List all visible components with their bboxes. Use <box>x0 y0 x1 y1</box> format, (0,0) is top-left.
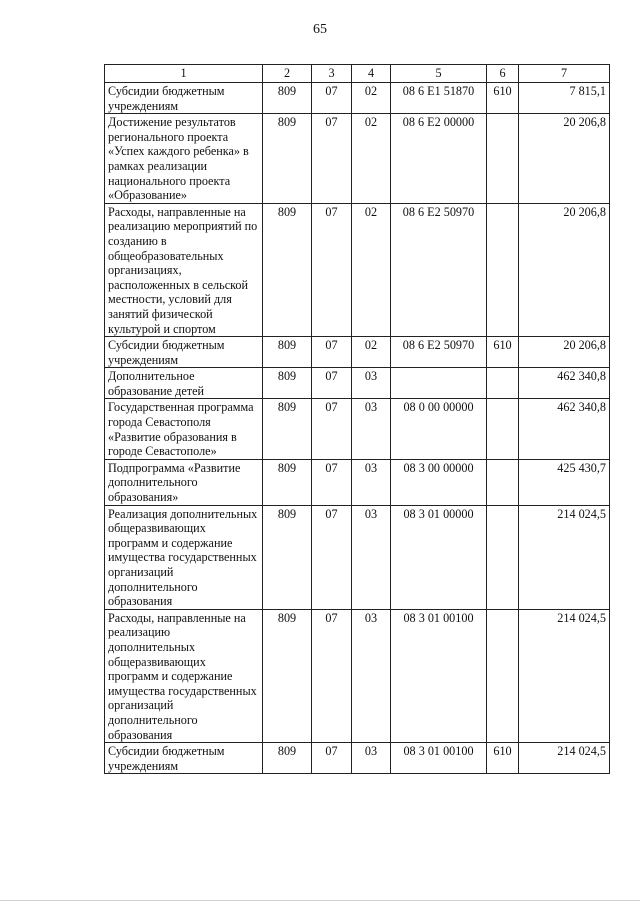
row-rz: 07 <box>312 743 352 774</box>
row-vr <box>487 368 519 399</box>
row-pr: 03 <box>352 399 391 459</box>
row-vr <box>487 459 519 505</box>
row-sum: 20 206,8 <box>519 203 610 336</box>
row-rz: 07 <box>312 368 352 399</box>
table-row <box>105 609 610 742</box>
row-pr: 03 <box>352 505 391 609</box>
page-number: 65 <box>313 22 327 37</box>
table-row <box>105 743 610 774</box>
row-rz: 07 <box>312 83 352 114</box>
table-row <box>105 368 610 399</box>
row-pr: 03 <box>352 368 391 399</box>
row-ved: 809 <box>263 203 312 336</box>
row-sum: 7 815,1 <box>519 83 610 114</box>
row-csr: 08 3 01 00100 <box>391 609 487 742</box>
column-header-vr: 6 <box>487 65 519 83</box>
column-header-sum: 7 <box>519 65 610 83</box>
row-rz: 07 <box>312 505 352 609</box>
row-pr: 03 <box>352 743 391 774</box>
row-ved: 809 <box>263 114 312 204</box>
row-name: Субсидии бюджетным учреждениям <box>105 743 263 774</box>
row-ved: 809 <box>263 609 312 742</box>
row-ved: 809 <box>263 337 312 368</box>
table-row <box>105 337 610 368</box>
row-csr: 08 3 01 00100 <box>391 743 487 774</box>
row-csr: 08 6 E2 50970 <box>391 337 487 368</box>
row-vr <box>487 399 519 459</box>
row-ved: 809 <box>263 505 312 609</box>
row-pr: 03 <box>352 459 391 505</box>
table-row <box>105 399 610 459</box>
row-name: Государственная программа города Севастополя «Развитие образования в городе Севастополе» <box>105 399 263 459</box>
table-row <box>105 114 610 204</box>
row-csr: 08 6 E2 50970 <box>391 203 487 336</box>
column-header-csr: 5 <box>391 65 487 83</box>
column-header-ved: 2 <box>263 65 312 83</box>
row-vr: 610 <box>487 337 519 368</box>
row-name: Расходы, направленные на реализацию мероприятий по созданию в общеобразовательных организациях, расположенных в сельской местности, условий для занятий физической культурой и спортом <box>105 203 263 336</box>
row-vr <box>487 114 519 204</box>
row-name: Дополнительное образование детей <box>105 368 263 399</box>
row-name: Субсидии бюджетным учреждениям <box>105 337 263 368</box>
row-ved: 809 <box>263 368 312 399</box>
row-csr: 08 3 01 00000 <box>391 505 487 609</box>
row-sum: 462 340,8 <box>519 399 610 459</box>
row-ved: 809 <box>263 459 312 505</box>
row-ved: 809 <box>263 83 312 114</box>
row-rz: 07 <box>312 203 352 336</box>
row-pr: 02 <box>352 114 391 204</box>
column-header-rz: 3 <box>312 65 352 83</box>
row-rz: 07 <box>312 459 352 505</box>
table-header-row <box>105 65 610 83</box>
column-header-pr: 4 <box>352 65 391 83</box>
row-vr: 610 <box>487 83 519 114</box>
table-row <box>105 203 610 336</box>
row-sum: 462 340,8 <box>519 368 610 399</box>
row-sum: 214 024,5 <box>519 743 610 774</box>
row-sum: 20 206,8 <box>519 114 610 204</box>
row-sum: 214 024,5 <box>519 505 610 609</box>
row-name: Достижение результатов регионального проекта «Успех каждого ребенка» в рамках реализации национального проекта «Образование» <box>105 114 263 204</box>
row-csr: 08 6 E2 00000 <box>391 114 487 204</box>
page-bottom-edge <box>0 900 640 901</box>
row-pr: 02 <box>352 337 391 368</box>
row-csr: 08 3 00 00000 <box>391 459 487 505</box>
row-name: Расходы, направленные на реализацию дополнительных общеразвивающих программ и содержание имущества государственных организаций дополнительного образования <box>105 609 263 742</box>
row-vr <box>487 609 519 742</box>
row-vr <box>487 505 519 609</box>
table-row <box>105 459 610 505</box>
column-header-name: 1 <box>105 65 263 83</box>
row-rz: 07 <box>312 114 352 204</box>
row-vr: 610 <box>487 743 519 774</box>
row-csr: 08 6 E1 51870 <box>391 83 487 114</box>
budget-table <box>104 64 610 774</box>
row-sum: 20 206,8 <box>519 337 610 368</box>
row-ved: 809 <box>263 399 312 459</box>
row-pr: 02 <box>352 83 391 114</box>
row-rz: 07 <box>312 337 352 368</box>
row-sum: 214 024,5 <box>519 609 610 742</box>
row-rz: 07 <box>312 399 352 459</box>
row-pr: 02 <box>352 203 391 336</box>
row-ved: 809 <box>263 743 312 774</box>
row-csr: 08 0 00 00000 <box>391 399 487 459</box>
row-sum: 425 430,7 <box>519 459 610 505</box>
row-rz: 07 <box>312 609 352 742</box>
row-name: Реализация дополнительных общеразвивающих программ и содержание имущества государственных организаций дополнительного образования <box>105 505 263 609</box>
row-pr: 03 <box>352 609 391 742</box>
row-vr <box>487 203 519 336</box>
row-name: Подпрограмма «Развитие дополнительного образования» <box>105 459 263 505</box>
row-name: Субсидии бюджетным учреждениям <box>105 83 263 114</box>
row-csr <box>391 368 487 399</box>
table-row <box>105 505 610 609</box>
table-row <box>105 83 610 114</box>
